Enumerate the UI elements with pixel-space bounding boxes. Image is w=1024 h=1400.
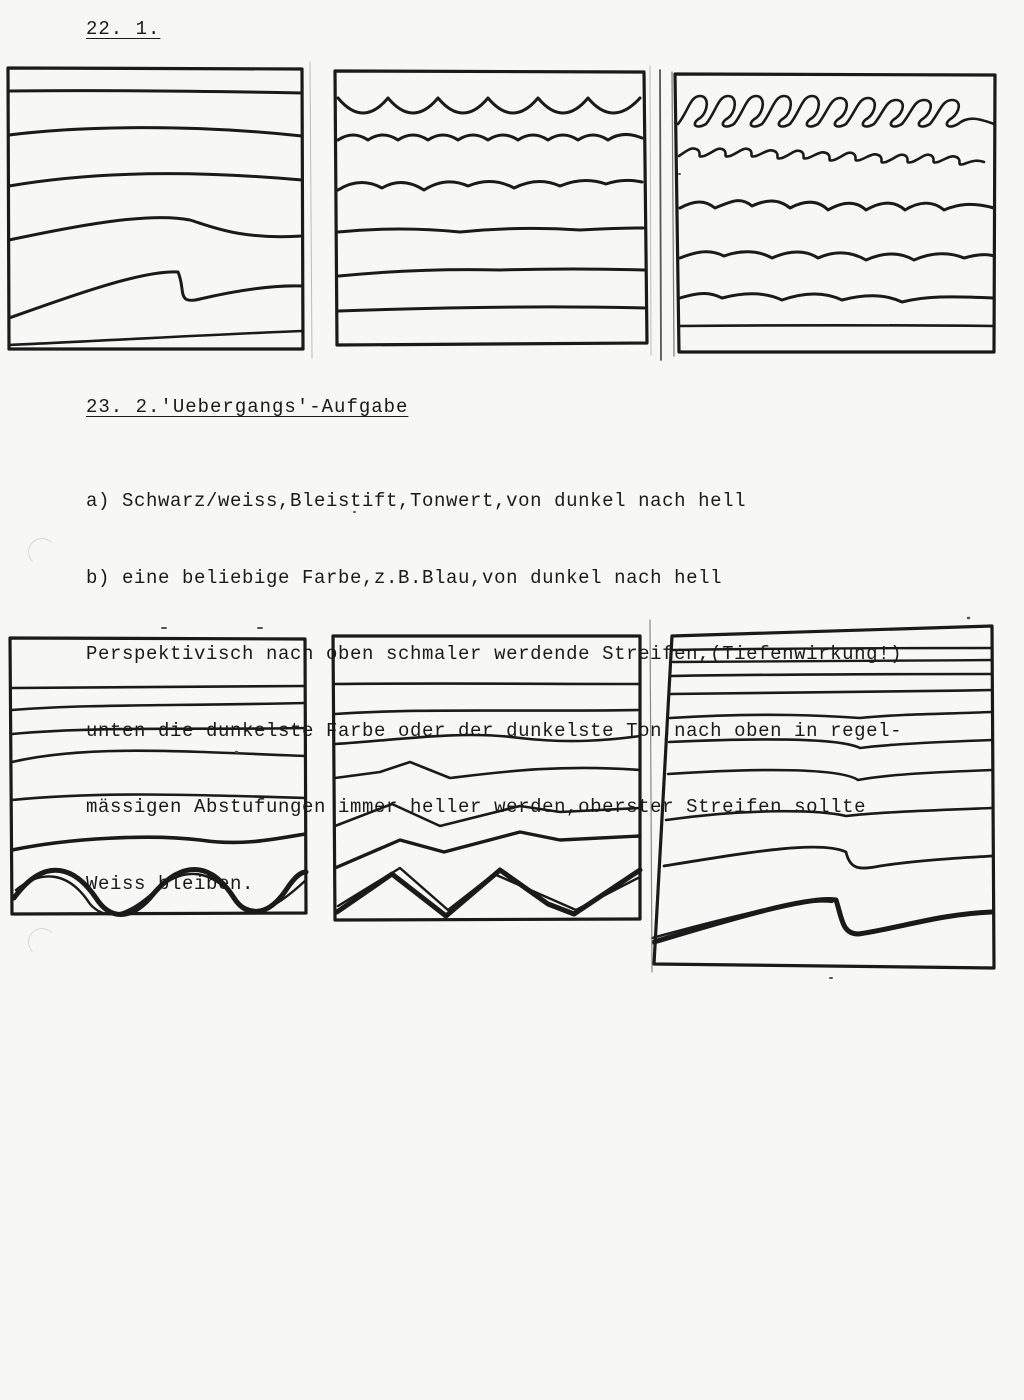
instruction-line: Perspektivisch nach oben schmaler werdende Streifen,(Tiefenwirkung!) — [86, 643, 903, 665]
section-23-heading: 23. 2.'Uebergangs'-Aufgabe — [86, 396, 409, 418]
instruction-line: mässigen Abstufungen immer heller werden,oberster Streifen sollte — [86, 796, 867, 818]
wave-stripes-sketch — [8, 62, 312, 358]
instruction-text — [86, 438, 902, 923]
instruction-line: unten die dunkelste Farbe oder der dunkelste Ton,nach oben in regel- — [86, 719, 903, 742]
punch-hole-mark — [28, 538, 56, 566]
loop-stripes-sketch — [660, 70, 995, 360]
punch-hole-mark — [28, 928, 56, 956]
section-22-heading: 22. 1. — [86, 18, 161, 40]
instruction-line: Weiss bleiben. — [86, 872, 255, 895]
scallop-stripes-sketch — [335, 66, 651, 355]
instruction-line: a) Schwarz/weiss,Bleistift,Tonwert,von dunkel nach hell — [86, 490, 747, 512]
instruction-line: b) eine beliebige Farbe,z.B.Blau,von dunkel nach hell — [86, 566, 723, 589]
